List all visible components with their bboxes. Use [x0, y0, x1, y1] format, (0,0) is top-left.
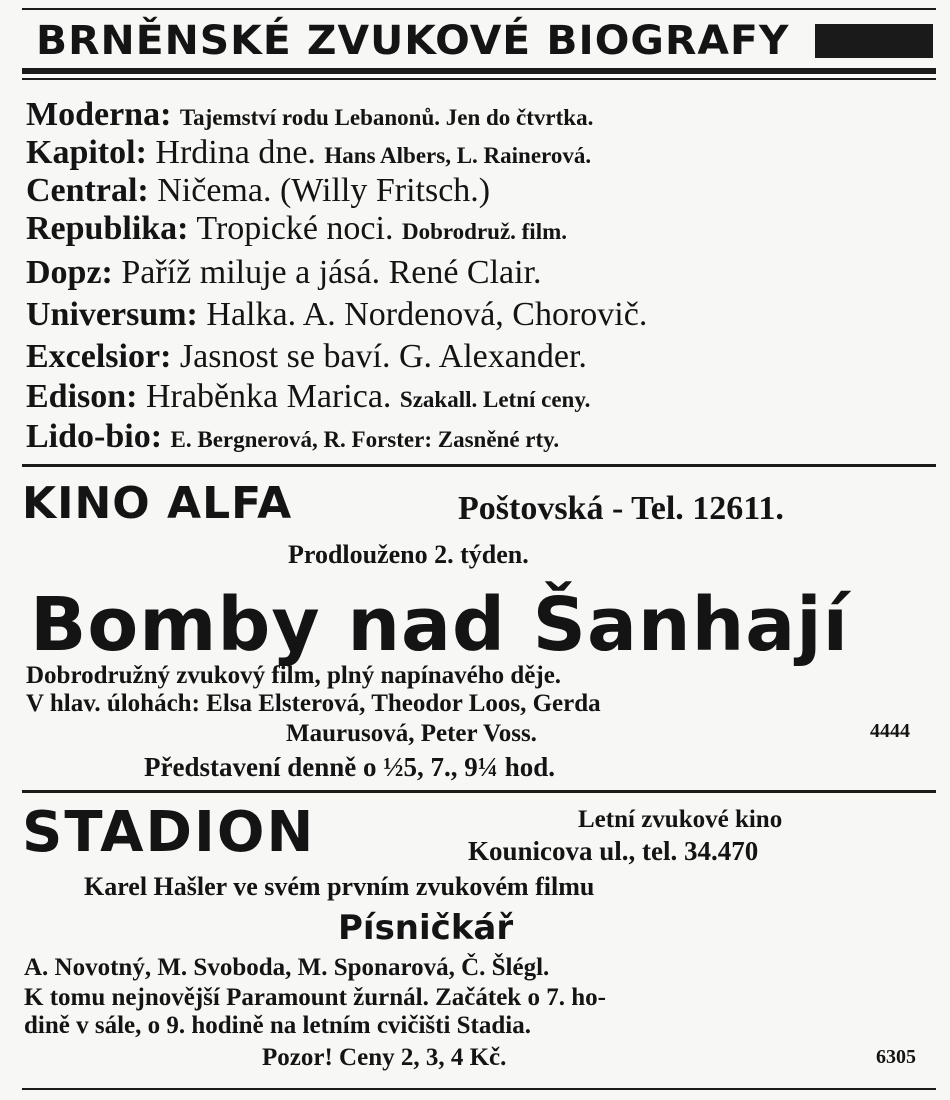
film-title: Paříž miluje a jásá. René Clair. [121, 254, 542, 291]
header-rule [22, 68, 936, 74]
kino-alfa-title: KINO ALFA [22, 478, 293, 529]
list-item [26, 296, 932, 334]
film-title: Ničema. (Willy Fritsch.) [157, 172, 491, 209]
header-rule-thin [22, 78, 936, 80]
cinema-name: Lido-bio: [26, 418, 163, 455]
cinema-name: Excelsior: [26, 338, 172, 375]
kino-alfa-address: Poštovská - Tel. 12611. [458, 490, 784, 527]
cinema-name: Dopz: [26, 254, 113, 291]
film-title: Hrdina dne. [155, 134, 316, 171]
list-item [26, 134, 932, 172]
kino-alfa-movie-title: Bomby nad Šanhají [30, 582, 849, 668]
stadion-cast: A. Novotný, M. Svoboda, M. Sponarová, Č. Šlégl. [24, 954, 550, 981]
section-divider [22, 464, 936, 467]
cinema-name: Kapitol: [26, 134, 147, 171]
list-item [26, 210, 932, 248]
film-note: E. Bergnerová, R. Forster: Zasněné rty. [170, 427, 560, 452]
film-title: Hraběnka Marica. [146, 378, 392, 415]
list-item [26, 418, 932, 456]
bottom-rule [22, 1088, 936, 1090]
stadion-note-1: K tomu nejnovější Paramount žurnál. Začátek o 7. ho- [24, 984, 606, 1011]
cinema-name: Edison: [26, 378, 138, 415]
kino-alfa-cast-cont: Maurusová, Peter Voss. [286, 720, 537, 747]
kino-alfa-cast: V hlav. úlohách: Elsa Elsterová, Theodor Loos, Gerda [26, 690, 601, 717]
cinema-name: Moderna: [26, 96, 172, 133]
cinema-name: Republika: [26, 210, 189, 247]
cinema-name: Universum: [26, 296, 198, 333]
cinema-name: Central: [26, 172, 149, 209]
list-item [26, 378, 932, 416]
kino-alfa-description: Dobrodružný zvukový film, plný napínavého děje. [26, 662, 562, 689]
kino-alfa-extended: Prodlouženo 2. týden. [288, 540, 529, 569]
stadion-note-2: dině v sále, o 9. hodině na letním cvičišti Stadia. [24, 1012, 531, 1039]
list-item [26, 254, 932, 292]
film-note: Tajemství rodu Lebanonů. Jen do čtvrtka. [179, 105, 594, 130]
stadion-subtitle: Letní zvukové kino [578, 806, 783, 833]
header-black-block [815, 24, 933, 58]
film-title: Jasnost se baví. G. Alexander. [179, 338, 587, 375]
stadion-code: 6305 [876, 1046, 916, 1068]
top-rule [22, 8, 936, 10]
list-item [26, 172, 932, 210]
stadion-prices: Pozor! Ceny 2, 3, 4 Kč. [262, 1044, 507, 1071]
stadion-film-title: Písničkář [338, 908, 514, 948]
stadion-intro: Karel Hašler ve svém prvním zvukovém filmu [84, 872, 595, 901]
kino-alfa-showtimes: Představení denně o ½5, 7., 9¼ hod. [144, 752, 556, 782]
stadion-title: STADION [22, 800, 316, 865]
stadion-address: Kounicova ul., tel. 34.470 [468, 836, 759, 866]
film-note: Szakall. Letní ceny. [399, 387, 591, 412]
film-title: Tropické noci. [196, 210, 394, 247]
film-note: Dobrodruž. film. [401, 219, 567, 244]
list-item [26, 338, 932, 376]
page-title: BRNĚNSKÉ ZVUKOVÉ BIOGRAFY [36, 18, 790, 64]
section-divider [22, 790, 936, 793]
film-title: Halka. A. Nordenová, Chorovič. [206, 296, 648, 333]
list-item [26, 96, 932, 134]
kino-alfa-code: 4444 [870, 720, 910, 742]
film-note: Hans Albers, L. Rainerová. [324, 143, 592, 168]
